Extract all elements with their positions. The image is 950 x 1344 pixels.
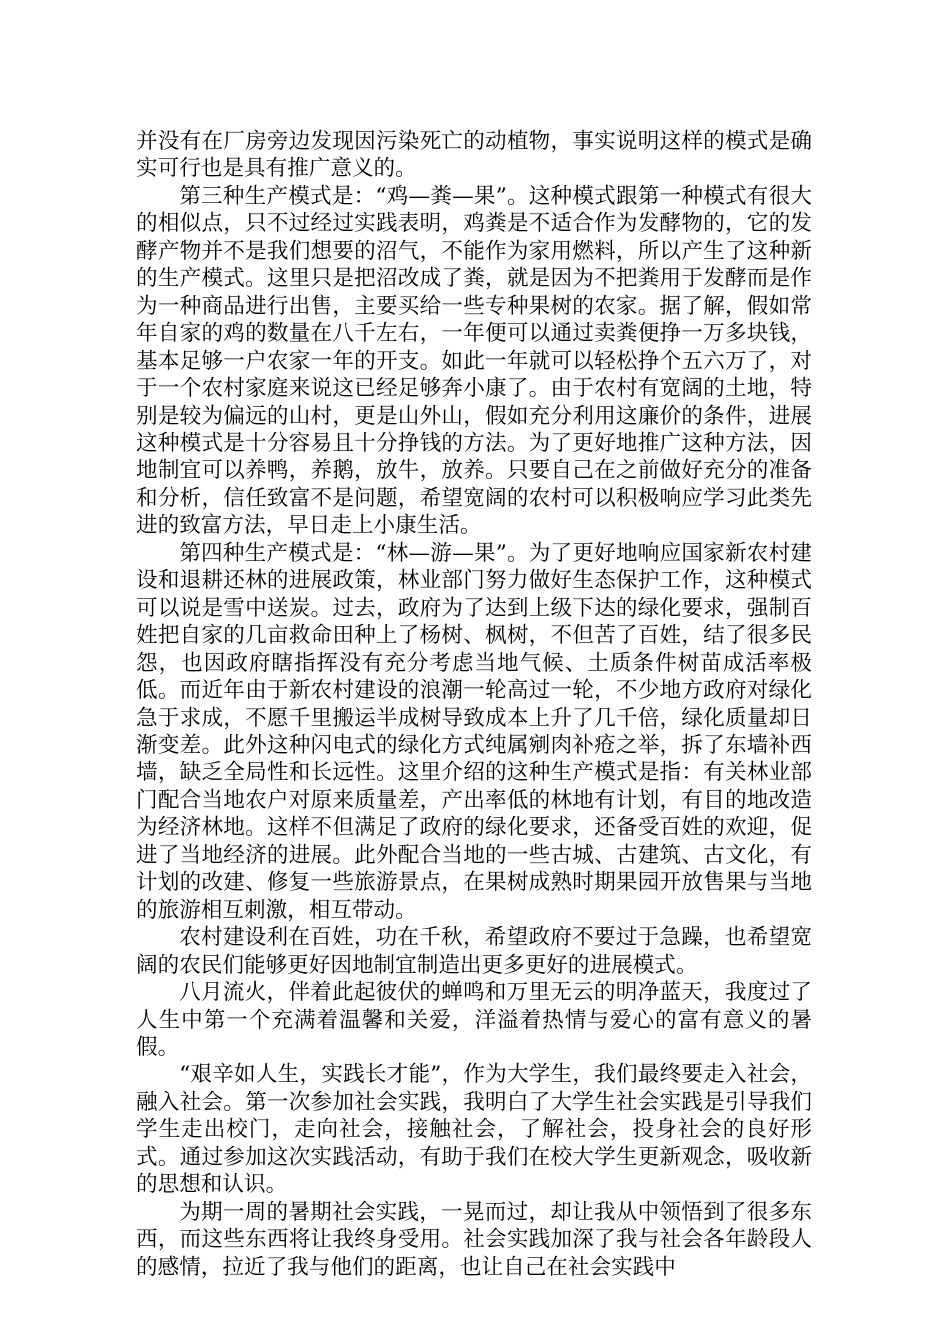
paragraph-6: “艰辛如人生，实践长才能”，作为大学生，我们最终要走入社会，融入社会。第一次参加社会实践，我明白了大学生社会实践是引导我们学生走出校门，走向社会，接触社会，了解社会，投身社会的良好形式。通过参加这次实践活动，有助于我们在校大学生更新观念，吸收新的思想和认识。 <box>136 1062 812 1198</box>
paragraph-4: 农村建设利在百姓，功在千秋，希望政府不要过于急躁，也希望宽阔的农民们能够更好因地制宜制造出更多更好的进展模式。 <box>136 925 812 978</box>
paragraph-3: 第四种生产模式是：“林—游—果”。为了更好地响应国家新农村建设和退耕还林的进展政策，林业部门努力做好生态保护工作，这种模式可以说是雪中送炭。过去，政府为了达到上级下达的绿化要求，强制百姓把自家的几亩救命田种上了杨树、枫树，不但苦了百姓，结了很多民怨，也因政府瞎指挥没有充分考虑当地气候、土质条件树苗成活率极低。而近年由于新农村建设的浪潮一轮高过一轮，不少地方政府对绿化急于求成，不愿千里搬运半成树导致成本上升了几千倍，绿化质量却日渐变差。此外这种闪电式的绿化方式纯属剜肉补疮之举，拆了东墙补西墙，缺乏全局性和长远性。这里介绍的这种生产模式是指：有关林业部门配合当地农户对原来质量差，产出率低的林地有计划，有目的地改造为经济林地。这样不但满足了政府的绿化要求，还备受百姓的欢迎，促进了当地经济的进展。此外配合当地的一些古城、古建筑、古文化，有计划的改建、修复一些旅游景点，在果树成熟时期果园开放售果与当地的旅游相互刺激，相互带动。 <box>136 540 812 923</box>
paragraph-1: 并没有在厂房旁边发现因污染死亡的动植物，事实说明这样的模式是确实可行也是具有推广意义的。 <box>136 129 812 182</box>
paragraph-7: 为期一周的暑期社会实践，一晃而过，却让我从中领悟到了很多东西，而这些东西将让我终身受用。社会实践加深了我与社会各年龄段人的感情，拉近了我与他们的距离，也让自己在社会实践中 <box>136 1199 812 1280</box>
paragraph-5: 八月流火，伴着此起彼伏的蝉鸣和万里无云的明净蓝天，我度过了人生中第一个充满着温馨和关爱，洋溢着热情与爱心的富有意义的暑假。 <box>136 980 812 1060</box>
body-text <box>136 128 812 1281</box>
paragraph-2: 第三种生产模式是：“鸡—粪—果”。这种模式跟第一种模式有很大的相似点，只不过经过实践表明，鸡粪是不适合作为发酵物的，它的发酵产物并不是我们想要的沼气，不能作为家用燃料，所以产生了这种新的生产模式。这里只是把沼改成了粪，就是因为不把粪用于发酵而是作为一种商品进行出售，主要买给一些专种果树的农家。据了解，假如常年自家的鸡的数量在八千左右，一年便可以通过卖粪便挣一万多块钱，基本足够一户农家一年的开支。如此一年就可以轻松挣个五六万了，对于一个农村家庭来说这已经足够奔小康了。由于农村有宽阔的土地，特别是较为偏远的山村，更是山外山，假如充分利用这廉价的条件，进展这种模式是十分容易且十分挣钱的方法。为了更好地推广这种方法，因地制宜可以养鸭，养鹅，放牛，放养。只要自己在之前做好充分的准备和分析，信任致富不是问题，希望宽阔的农村可以积极响应学习此类先进的致富方法，早日走上小康生活。 <box>136 183 812 539</box>
